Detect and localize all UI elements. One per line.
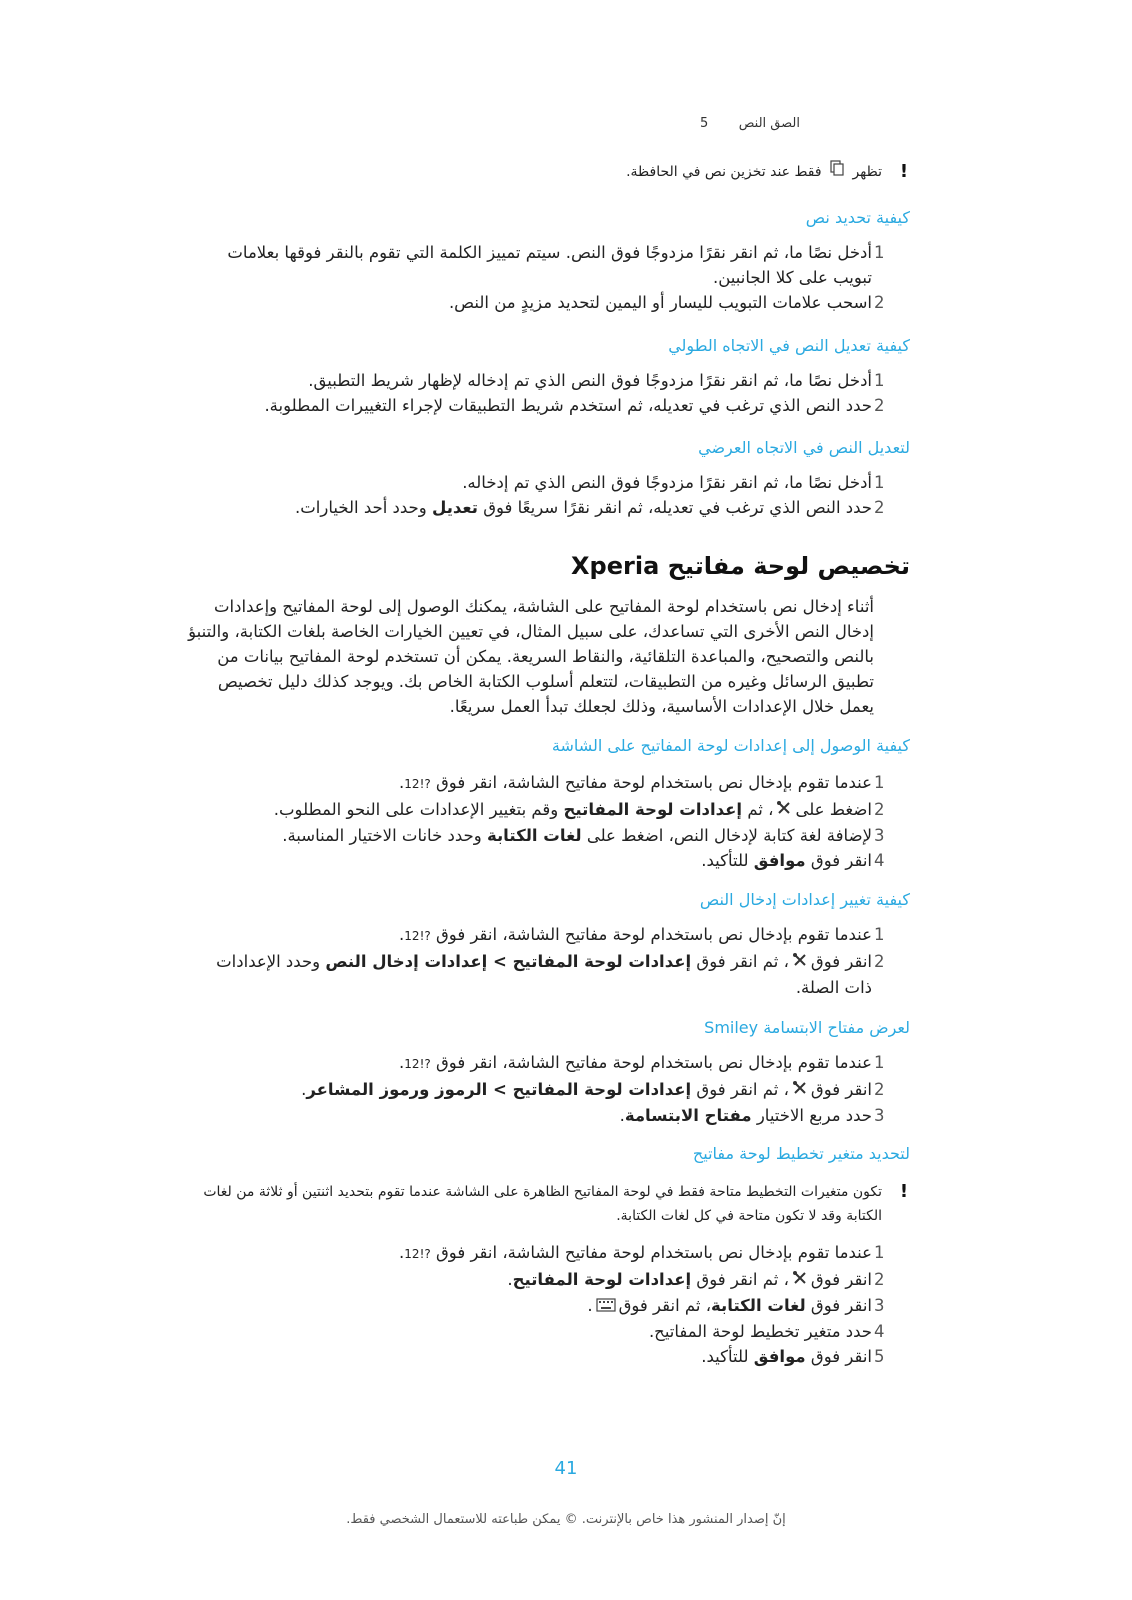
header-page-number: 5 xyxy=(700,116,709,131)
step-number: 1 xyxy=(874,1053,885,1072)
step-number: 4 xyxy=(874,851,885,870)
step-number: 1 xyxy=(874,925,885,944)
step-item xyxy=(188,1050,910,1077)
symbols-key-label: ?!12 xyxy=(404,1247,431,1261)
step-item xyxy=(188,1103,910,1128)
exclamation-icon: ! xyxy=(899,161,909,182)
step-number: 2 xyxy=(874,952,885,971)
clipboard-note-before: تظهر xyxy=(852,164,882,180)
section-title-access-settings: كيفية الوصول إلى إعدادات لوحة المفاتيح على الشاشة xyxy=(551,736,910,755)
step-item xyxy=(188,922,910,949)
step-text: عندما تقوم بإدخال نص باستخدام لوحة مفاتيح الشاشة، انقر فوق ?!12. xyxy=(399,925,872,944)
settings-tools-icon xyxy=(776,798,792,823)
step-text: عندما تقوم بإدخال نص باستخدام لوحة مفاتيح الشاشة، انقر فوق ?!12. xyxy=(399,1243,872,1262)
step-item xyxy=(188,470,910,495)
step-number: 2 xyxy=(874,800,885,819)
step-item xyxy=(188,1319,910,1344)
step-number: 1 xyxy=(874,371,885,390)
section-heading-customize: تخصيص لوحة مفاتيح Xperia xyxy=(571,552,910,580)
step-number: 4 xyxy=(874,1322,885,1341)
step-text: عندما تقوم بإدخال نص باستخدام لوحة مفاتيح الشاشة، انقر فوق ?!12. xyxy=(399,1053,872,1072)
step-number: 5 xyxy=(874,1347,885,1366)
step-text: أدخل نصًا ما، ثم انقر نقرًا مزدوجًا فوق النص. سيتم تمييز الكلمة التي تقوم بالنقر فوقها بعلامات تبويب على كلا الجانبين. xyxy=(227,243,872,287)
keyboard-icon xyxy=(596,1294,616,1319)
step-item xyxy=(188,848,910,873)
step-item xyxy=(188,1267,910,1293)
clipboard-note xyxy=(188,160,910,184)
step-text: أدخل نصًا ما، ثم انقر نقرًا مزدوجًا فوق النص الذي تم إدخاله لإظهار شريط التطبيق. xyxy=(308,371,872,390)
exclamation-icon: ! xyxy=(899,1181,909,1202)
step-item xyxy=(188,949,910,1000)
symbols-key-label: ?!12 xyxy=(404,777,431,791)
step-item xyxy=(188,1077,910,1103)
step-text: انقر فوق موافق للتأكيد. xyxy=(701,851,872,870)
step-item xyxy=(188,823,910,848)
section-title-input-settings: كيفية تغيير إعدادات إدخال النص xyxy=(699,890,910,909)
step-number: 2 xyxy=(874,1270,885,1289)
settings-tools-icon xyxy=(792,1268,808,1293)
page-header xyxy=(700,116,910,136)
customize-paragraph: أثناء إدخال نص باستخدام لوحة المفاتيح على الشاشة، يمكنك الوصول إلى لوحة المفاتيح وإعدادات إدخال النص الأخرى التي تساعدك، على سبيل المثال، في تعيين الخيارات الخاصة بلغات الكتابة، والتنبؤ بالنص والتصحيح، والمباعدة التلقائية، والنقاط السريعة. يمكن أن تستخدم لوحة المفاتيح بيانات من تطبيق الرسائل وغيره من التطبيقات، لتتعلم أسلوب الكتابة الخاص بك. ويوجد كذلك دليل تخصيص يعمل خلال الإعدادات الأساسية، وذلك لجعلك تبدأ العمل سريعًا. xyxy=(188,597,874,716)
step-number: 3 xyxy=(874,1296,885,1315)
settings-tools-icon xyxy=(792,1078,808,1103)
step-item xyxy=(188,1240,910,1267)
step-number: 2 xyxy=(874,1080,885,1099)
step-text: اضغط على، ثم إعدادات لوحة المفاتيح وقم بتغيير الإعدادات على النحو المطلوب. xyxy=(188,797,872,823)
step-item xyxy=(188,240,910,290)
symbols-key-label: ?!12 xyxy=(404,1057,431,1071)
step-text: انقر فوق، ثم انقر فوق إعدادات لوحة المفاتيح. xyxy=(188,1267,872,1293)
step-number: 3 xyxy=(874,1106,885,1125)
step-text: حدد النص الذي ترغب في تعديله، ثم استخدم شريط التطبيقات لإجراء التغييرات المطلوبة. xyxy=(264,396,872,415)
step-number: 1 xyxy=(874,773,885,792)
section-title-smiley: لعرض مفتاح الابتسامة Smiley xyxy=(704,1018,910,1037)
step-number: 2 xyxy=(874,396,885,415)
footer-note: إنّ إصدار المنشور هذا خاص بالإنترنت. © يمكن طباعته للاستعمال الشخصي فقط. xyxy=(346,1512,786,1527)
step-text: انقر فوق، ثم انقر فوق إعدادات لوحة المفاتيح > الرموز ورموز المشاعر. xyxy=(188,1077,872,1103)
step-item xyxy=(188,495,910,520)
step-text: اسحب علامات التبويب لليسار أو اليمين لتحديد مزيدٍ من النص. xyxy=(448,293,872,312)
footer-page-number: 41 xyxy=(554,1458,578,1479)
step-text: حدد مربع الاختيار مفتاح الابتسامة. xyxy=(619,1106,872,1125)
step-text: عندما تقوم بإدخال نص باستخدام لوحة مفاتيح الشاشة، انقر فوق ?!12. xyxy=(399,773,872,792)
step-text: حدد النص الذي ترغب في تعديله، ثم انقر نقرًا سريعًا فوق تعديل وحدد أحد الخيارات. xyxy=(295,498,872,517)
step-text: انقر فوق، ثم انقر فوق إعدادات لوحة المفاتيح > إعدادات إدخال النص وحدد الإعدادات ذات الصلة. xyxy=(216,952,872,997)
step-item xyxy=(188,797,910,823)
step-item xyxy=(188,1293,910,1319)
step-number: 3 xyxy=(874,826,885,845)
section-title-select-text: كيفية تحديد نص xyxy=(805,208,910,227)
step-text: لإضافة لغة كتابة لإدخال النص، اضغط على لغات الكتابة وحدد خانات الاختيار المناسبة. xyxy=(282,826,872,845)
header-section-title: الصق النص xyxy=(738,116,800,131)
section-title-layout-variant: لتحديد متغير تخطيط لوحة مفاتيح xyxy=(692,1144,910,1163)
step-item xyxy=(188,290,910,315)
step-number: 1 xyxy=(874,1243,885,1262)
section-title-edit-portrait: كيفية تعديل النص في الاتجاه الطولي xyxy=(668,336,910,355)
step-item xyxy=(188,393,910,418)
settings-tools-icon xyxy=(792,950,808,975)
step-number: 1 xyxy=(874,473,885,492)
step-text: حدد متغير تخطيط لوحة المفاتيح. xyxy=(648,1322,872,1341)
step-text: أدخل نصًا ما، ثم انقر نقرًا مزدوجًا فوق النص الذي تم إدخاله. xyxy=(462,473,872,492)
symbols-key-label: ?!12 xyxy=(404,929,431,943)
step-item xyxy=(188,1344,910,1369)
step-number: 2 xyxy=(874,498,885,517)
clipboard-note-after: فقط عند تخزين نص في الحافظة. xyxy=(626,164,822,180)
step-text: انقر فوق موافق للتأكيد. xyxy=(701,1347,872,1366)
clipboard-icon xyxy=(829,160,845,184)
step-item xyxy=(188,368,910,393)
step-number: 2 xyxy=(874,293,885,312)
section-title-edit-landscape: لتعديل النص في الاتجاه العرضي xyxy=(698,438,910,457)
edit-label: تعديل xyxy=(431,498,478,517)
step-text: انقر فوق لغات الكتابة، ثم انقر فوق. xyxy=(188,1293,872,1319)
step-number: 1 xyxy=(874,243,885,262)
layout-variant-note: ! تكون متغيرات التخطيط متاحة فقط في لوحة المفاتيح الظاهرة على الشاشة عندما تقوم بتحديد اثنتين أو ثلاثة من لغات الكتابة وقد لا تكون متاحة في كل لغات الكتابة. xyxy=(203,1181,909,1224)
step-item xyxy=(188,770,910,797)
